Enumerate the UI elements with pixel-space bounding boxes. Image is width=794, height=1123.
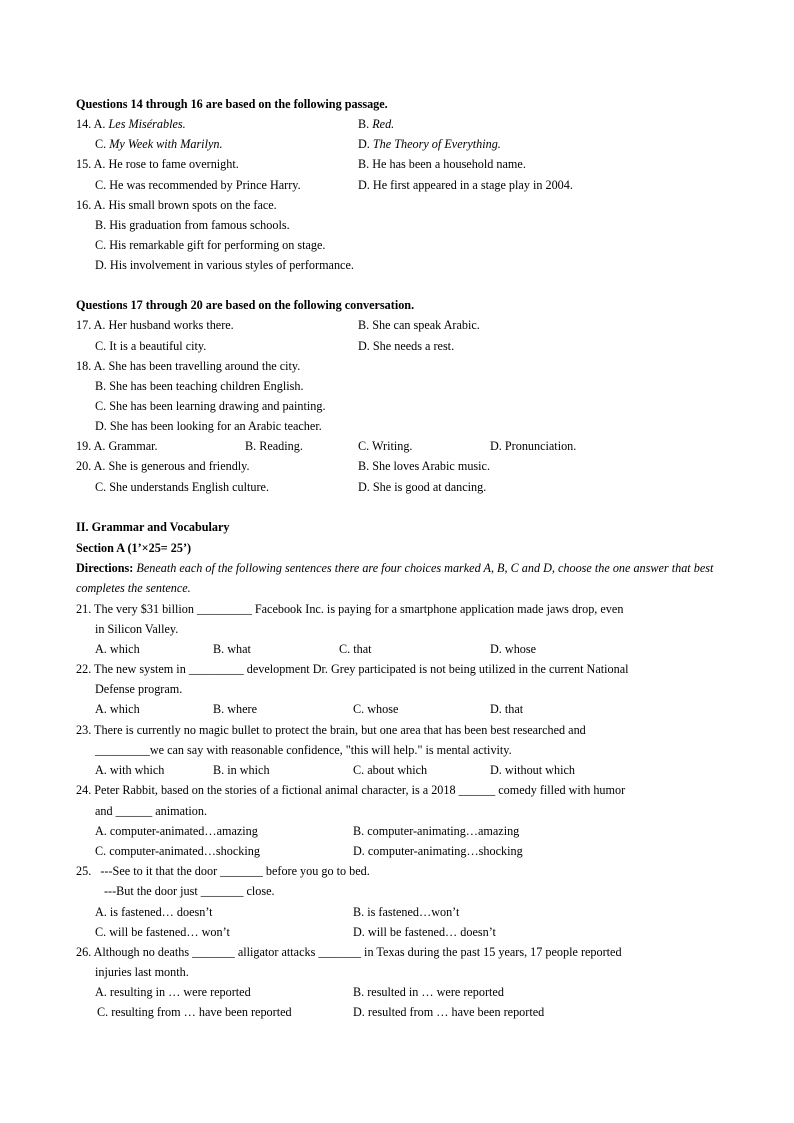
q16-option-d: D. His involvement in various styles of performance. — [95, 258, 354, 272]
q22-option-b: B. where — [213, 702, 257, 716]
q24-stem-line2: and ______ animation. — [95, 804, 208, 818]
q17-option-a: 17. A. Her husband works there. — [76, 318, 234, 332]
q19-option-c: C. Writing. — [358, 439, 413, 453]
q22-option-a: A. which — [95, 702, 140, 716]
q19-option-a: 19. A. Grammar. — [76, 439, 158, 453]
q25-option-a: A. is fastened… doesn’t — [95, 905, 213, 919]
q22-option-c: C. whose — [353, 702, 399, 716]
q24-stem-line1: 24. Peter Rabbit, based on the stories of a fictional animal character, is a 2018 ______ comedy filled with humor — [76, 783, 626, 797]
section-heading-17-20: Questions 17 through 20 are based on the following conversation. — [76, 298, 415, 312]
q25-option-c: C. will be fastened… won’t — [95, 925, 230, 939]
q26-option-a: A. resulting in … were reported — [95, 985, 251, 999]
q19-option-d: D. Pronunciation. — [490, 439, 577, 453]
q23-option-c: C. about which — [353, 763, 428, 777]
section-a-title: Section A (1’×25= 25’) — [76, 541, 192, 555]
q25-stem-line1: 25. ---See to it that the door _______ before you go to bed. — [76, 864, 370, 878]
q21-option-c: C. that — [339, 642, 372, 656]
q23-option-d: D. without which — [490, 763, 575, 777]
q14-option-b: B. Red. — [358, 117, 395, 131]
q18-option-a: 18. A. She has been travelling around the city. — [76, 359, 301, 373]
q23-option-b: B. in which — [213, 763, 270, 777]
q23-stem-line1: 23. There is currently no magic bullet to protect the brain, but one area that has been best researched and — [76, 723, 586, 737]
q15-option-b: B. He has been a household name. — [358, 157, 526, 171]
q22-stem-line1: 22. The new system in _________ development Dr. Grey participated is not being utilized in the current National — [76, 662, 629, 676]
q17-option-b: B. She can speak Arabic. — [358, 318, 480, 332]
q25-option-d: D. will be fastened… doesn’t — [353, 925, 496, 939]
q15-option-d: D. He first appeared in a stage play in 2004. — [358, 178, 573, 192]
q14-option-c: C. My Week with Marilyn. — [95, 137, 223, 151]
part-title: II. Grammar and Vocabulary — [76, 520, 230, 534]
directions: Directions: Beneath each of the following sentences there are four choices marked A, B, C and D, choose the one answer that best completes the sentence. — [76, 561, 714, 595]
q25-stem-line2: ---But the door just _______ close. — [104, 884, 275, 898]
q26-option-d: D. resulted from … have been reported — [353, 1005, 545, 1019]
q26-option-c: C. resulting from … have been reported — [97, 1005, 292, 1019]
q19-option-b: B. Reading. — [245, 439, 303, 453]
q26-option-b: B. resulted in … were reported — [353, 985, 504, 999]
q26-stem-line1: 26. Although no deaths _______ alligator attacks _______ in Texas during the past 15 years, 17 people reported — [76, 945, 622, 959]
q24-option-b: B. computer-animating…amazing — [353, 824, 520, 838]
q24-option-a: A. computer-animated…amazing — [95, 824, 258, 838]
q20-option-c: C. She understands English culture. — [95, 480, 269, 494]
q21-option-a: A. which — [95, 642, 140, 656]
q14-option-d: D. The Theory of Everything. — [358, 137, 501, 151]
q22-option-d: D. that — [490, 702, 524, 716]
q23-option-a: A. with which — [95, 763, 165, 777]
q24-option-d: D. computer-animating…shocking — [353, 844, 523, 858]
q21-option-d: D. whose — [490, 642, 537, 656]
q20-option-b: B. She loves Arabic music. — [358, 459, 491, 473]
q15-option-c: C. He was recommended by Prince Harry. — [95, 178, 301, 192]
q18-option-c: C. She has been learning drawing and painting. — [95, 399, 326, 413]
q21-stem-line1: 21. The very $31 billion _________ Facebook Inc. is paying for a smartphone application made jaws drop, even — [76, 602, 624, 616]
q15-option-a: 15. A. He rose to fame overnight. — [76, 157, 239, 171]
q21-option-b: B. what — [213, 642, 251, 656]
q23-stem-line2: _________we can say with reasonable confidence, "this will help." is mental activity. — [95, 743, 512, 757]
q16-option-c: C. His remarkable gift for performing on stage. — [95, 238, 326, 252]
q16-option-b: B. His graduation from famous schools. — [95, 218, 290, 232]
q14-option-a: 14. A. Les Misérables. — [76, 117, 186, 131]
q24-option-c: C. computer-animated…shocking — [95, 844, 260, 858]
q26-stem-line2: injuries last month. — [95, 965, 189, 979]
section-heading-14-16: Questions 14 through 16 are based on the following passage. — [76, 97, 388, 111]
q20-option-d: D. She is good at dancing. — [358, 480, 487, 494]
q18-option-b: B. She has been teaching children English. — [95, 379, 304, 393]
q25-option-b: B. is fastened…won’t — [353, 905, 460, 919]
q17-option-d: D. She needs a rest. — [358, 339, 455, 353]
q20-option-a: 20. A. She is generous and friendly. — [76, 459, 250, 473]
q16-option-a: 16. A. His small brown spots on the face. — [76, 198, 277, 212]
q21-stem-line2: in Silicon Valley. — [95, 622, 179, 636]
q22-stem-line2: Defense program. — [95, 682, 183, 696]
q18-option-d: D. She has been looking for an Arabic teacher. — [95, 419, 322, 433]
q17-option-c: C. It is a beautiful city. — [95, 339, 207, 353]
